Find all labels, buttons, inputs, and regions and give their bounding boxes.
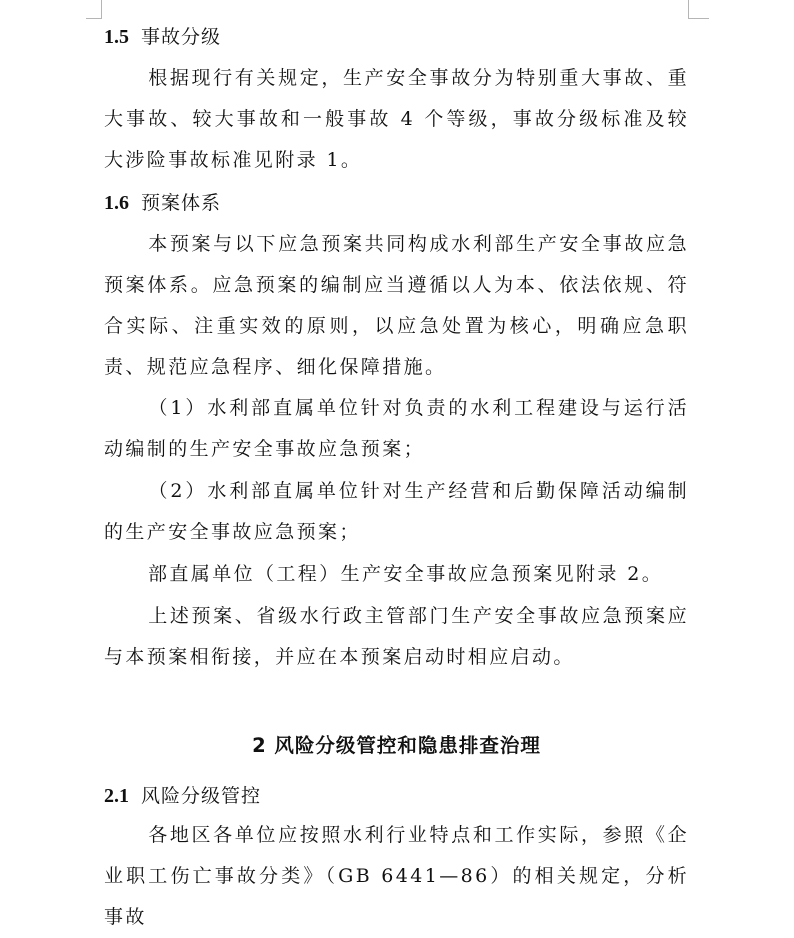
crop-mark-top-left xyxy=(86,0,102,19)
paragraph-text: 各地区各单位应按照水利行业特点和工作实际，参照《企业职工伤亡事故分类》（GB 6441—86）的相关规定，分析事故 xyxy=(104,824,689,928)
section-title: 预案体系 xyxy=(141,192,222,214)
paragraph-text: （1）水利部直属单位针对负责的水利工程建设与运行活动编制的生产安全事故应急预案； xyxy=(104,397,689,460)
section-number: 1.6 xyxy=(104,192,129,214)
paragraph-appendix-2 xyxy=(104,554,689,595)
section-heading-1-5 xyxy=(104,23,689,51)
paragraph-accident-grading xyxy=(104,58,689,181)
paragraph-text: 上述预案、省级水行政主管部门生产安全事故应急预案应与本预案相衔接，并应在本预案启动时相应启动。 xyxy=(104,605,689,668)
list-item-2 xyxy=(104,471,689,553)
list-item-1 xyxy=(104,388,689,470)
crop-mark-top-right xyxy=(688,0,709,19)
section-title: 风险分级管控 xyxy=(141,785,262,807)
paragraph-text: 本预案与以下应急预案共同构成水利部生产安全事故应急预案体系。应急预案的编制应当遵循以人为本、依法依规、符合实际、注重实效的原则，以应急处置为核心，明确应急职责、规范应急程序、细化保障措施。 xyxy=(104,233,689,378)
paragraph-text: 根据现行有关规定，生产安全事故分为特别重大事故、重大事故、较大事故和一般事故 4 个等级，事故分级标准及较大涉险事故标准见附录 1。 xyxy=(104,67,689,171)
section-title: 事故分级 xyxy=(141,26,222,48)
section-heading-2-1 xyxy=(104,782,689,810)
paragraph-text: （2）水利部直属单位针对生产经营和后勤保障活动编制的生产安全事故应急预案； xyxy=(104,480,689,543)
section-number: 2.1 xyxy=(104,785,129,807)
paragraph-text: 部直属单位（工程）生产安全事故应急预案见附录 2。 xyxy=(148,563,664,585)
chapter-heading-2: 2 风险分级管控和隐患排查治理 xyxy=(252,734,541,757)
paragraph-connection xyxy=(104,596,689,678)
section-heading-1-6 xyxy=(104,189,689,217)
paragraph-plan-system xyxy=(104,224,689,388)
section-number: 1.5 xyxy=(104,26,129,48)
